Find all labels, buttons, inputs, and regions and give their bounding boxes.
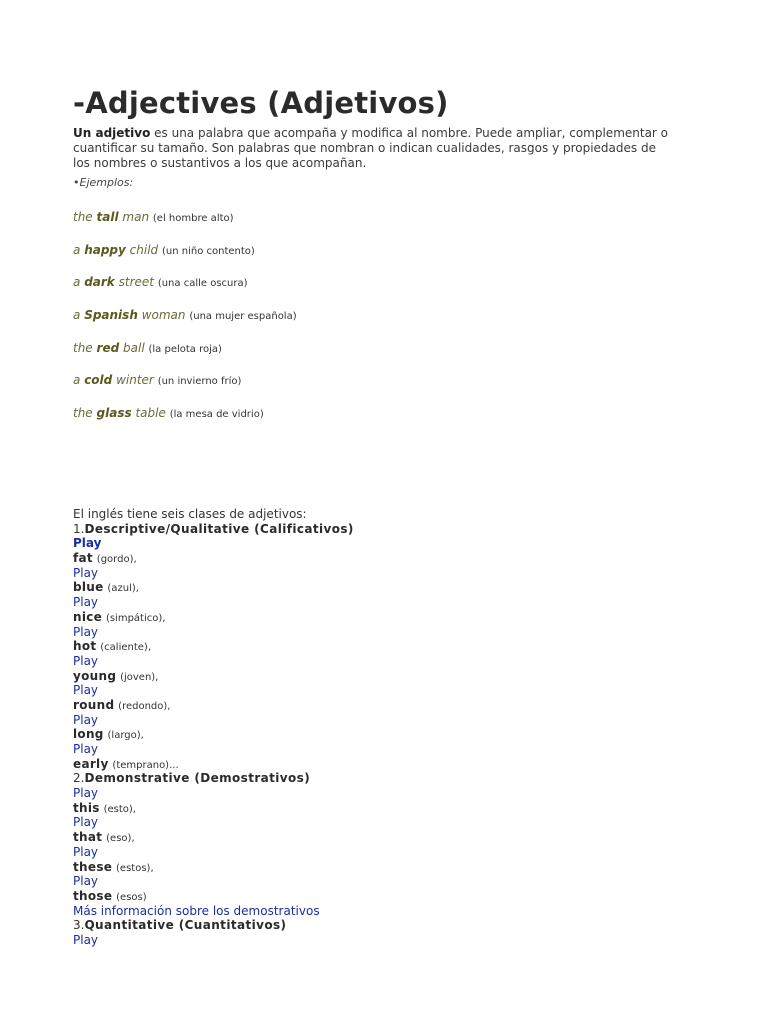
class-heading-descriptive: 1.Descriptive/Qualitative (Calificativos) bbox=[73, 521, 354, 536]
example-adjective: cold bbox=[84, 373, 113, 387]
example-translation: (una mujer española) bbox=[189, 311, 297, 322]
word-item: fat (gordo), bbox=[73, 551, 137, 566]
example-article: a bbox=[73, 373, 81, 387]
word-item: young (joven), bbox=[73, 668, 159, 683]
play-link[interactable]: Play bbox=[73, 874, 99, 889]
example-adjective: red bbox=[96, 341, 120, 355]
example-item bbox=[73, 243, 255, 257]
example-noun: woman bbox=[141, 308, 186, 322]
more-info-demonstratives-link[interactable]: Más información sobre los demostrativos bbox=[73, 903, 320, 918]
word-item: hot (caliente), bbox=[73, 639, 151, 654]
example-item bbox=[73, 210, 234, 224]
play-link[interactable]: Play bbox=[73, 565, 99, 580]
example-item bbox=[73, 275, 248, 289]
example-translation: (un invierno frío) bbox=[157, 376, 242, 387]
example-item bbox=[73, 373, 241, 387]
play-link[interactable]: Play bbox=[73, 683, 99, 698]
play-link[interactable]: Play bbox=[73, 624, 99, 639]
class-heading-demonstrative: 2.Demonstrative (Demostrativos) bbox=[73, 771, 311, 786]
example-noun: winter bbox=[116, 373, 154, 387]
word-item: that (eso), bbox=[73, 830, 135, 845]
example-article: the bbox=[73, 341, 93, 355]
example-item bbox=[73, 308, 297, 322]
play-link[interactable]: Play bbox=[73, 653, 99, 668]
example-translation: (un niño contento) bbox=[162, 246, 255, 257]
class-heading-quantitative: 3.Quantitative (Cuantitativos) bbox=[73, 918, 287, 933]
example-adjective: happy bbox=[84, 243, 126, 257]
example-adjective: Spanish bbox=[84, 308, 138, 322]
play-link[interactable]: Play bbox=[73, 815, 99, 830]
intro-term: Un adjetivo bbox=[73, 126, 151, 140]
example-translation: (una calle oscura) bbox=[157, 278, 248, 289]
example-article: the bbox=[73, 210, 93, 224]
example-noun: man bbox=[122, 210, 150, 224]
example-translation: (el hombre alto) bbox=[152, 213, 234, 224]
play-link[interactable]: Play bbox=[73, 536, 102, 551]
example-noun: street bbox=[118, 275, 154, 289]
example-article: a bbox=[73, 275, 81, 289]
play-link[interactable]: Play bbox=[73, 932, 99, 947]
play-link[interactable]: Play bbox=[73, 844, 99, 859]
example-adjective: glass bbox=[96, 406, 132, 420]
examples-label: •Ejemplos: bbox=[73, 176, 134, 189]
example-noun: ball bbox=[123, 341, 145, 355]
example-article: a bbox=[73, 308, 81, 322]
example-translation: (la pelota roja) bbox=[148, 344, 222, 355]
example-item bbox=[73, 341, 222, 355]
word-item: round (redondo), bbox=[73, 697, 171, 712]
word-item: long (largo), bbox=[73, 727, 144, 742]
example-noun: table bbox=[135, 406, 166, 420]
example-article: a bbox=[73, 243, 81, 257]
word-item: blue (azul), bbox=[73, 580, 139, 595]
word-item: these (estos), bbox=[73, 859, 154, 874]
play-link[interactable]: Play bbox=[73, 712, 99, 727]
word-item: those (esos) bbox=[73, 888, 147, 903]
adjective-classes bbox=[73, 507, 693, 948]
example-article: the bbox=[73, 406, 93, 420]
word-item: this (esto), bbox=[73, 800, 136, 815]
word-item: nice (simpático), bbox=[73, 609, 166, 624]
play-link[interactable]: Play bbox=[73, 742, 99, 756]
play-link[interactable]: Play bbox=[73, 786, 99, 801]
page-title: -Adjectives (Adjetivos) bbox=[73, 86, 449, 120]
example-adjective: tall bbox=[96, 210, 119, 224]
example-noun: child bbox=[129, 243, 159, 257]
play-link[interactable]: Play bbox=[73, 595, 99, 610]
classes-intro: El inglés tiene seis clases de adjetivos: bbox=[73, 507, 307, 521]
example-item bbox=[73, 406, 264, 420]
example-adjective: dark bbox=[84, 275, 115, 289]
intro-paragraph bbox=[73, 126, 673, 171]
word-item: early (temprano)... bbox=[73, 756, 179, 771]
example-translation: (la mesa de vidrio) bbox=[169, 409, 264, 420]
intro-text: es una palabra que acompaña y modifica al nombre. Puede ampliar, complementar o cuantificar su tamaño. Son palabras que nombran o indican cualidades, rasgos y propiedades de los nombres o sustantivos a los que acompañan. bbox=[73, 126, 669, 170]
